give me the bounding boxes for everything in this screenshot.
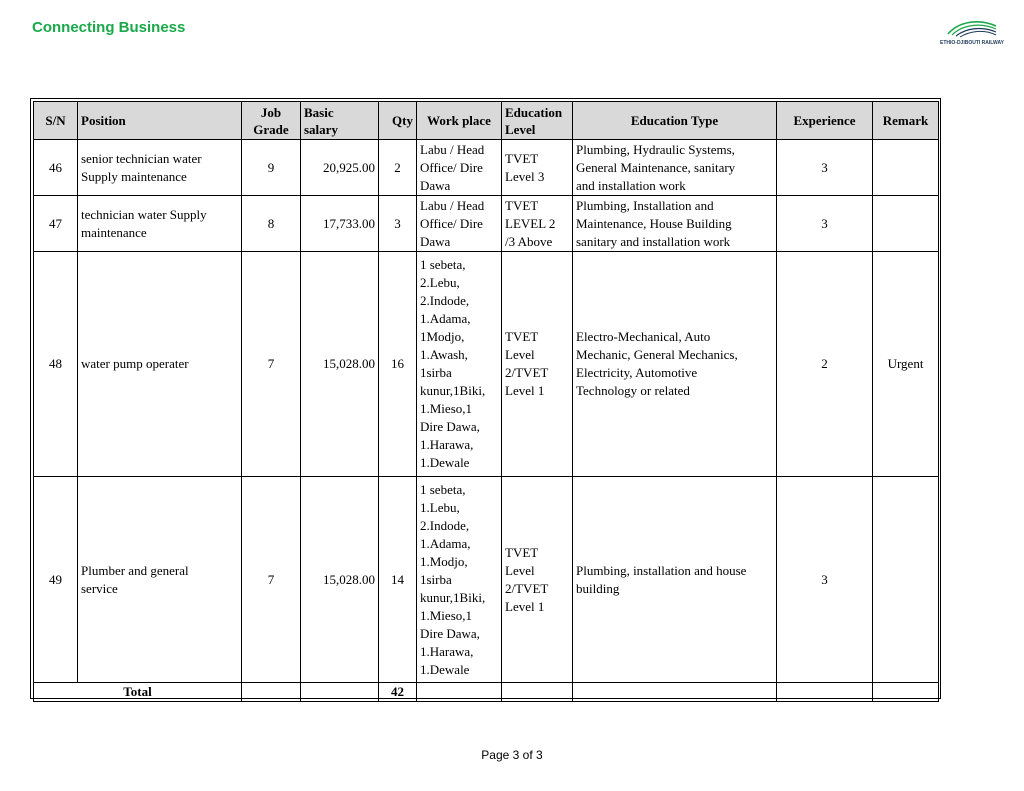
cell-qty: 16	[379, 252, 417, 477]
cell-empty	[573, 683, 777, 702]
company-tagline: Connecting Business	[32, 19, 186, 36]
header-work-place: Work place	[417, 102, 502, 140]
railway-logo-icon	[944, 16, 1000, 38]
cell-education-type: Electro-Mechanical, Auto Mechanic, General Mechanics, Electricity, Automotive Technology or related	[573, 252, 777, 477]
header-education-level: Education Level	[502, 102, 573, 140]
cell-qty: 14	[379, 477, 417, 683]
cell-job-grade: 8	[242, 196, 301, 252]
cell-experience: 2	[777, 252, 873, 477]
vacancy-table-frame	[30, 98, 941, 699]
cell-education-level: TVET Level 3	[502, 140, 573, 196]
cell-remark	[873, 196, 939, 252]
cell-empty	[417, 683, 502, 702]
cell-sn: 46	[34, 140, 78, 196]
cell-basic-salary: 15,028.00	[301, 252, 379, 477]
cell-job-grade: 9	[242, 140, 301, 196]
cell-remark	[873, 140, 939, 196]
cell-education-type: Plumbing, Hydraulic Systems, General Maintenance, sanitary and installation work	[573, 140, 777, 196]
table-row	[34, 477, 939, 683]
vacancy-table	[33, 101, 939, 702]
cell-remark	[873, 477, 939, 683]
cell-sn: 48	[34, 252, 78, 477]
cell-experience: 3	[777, 477, 873, 683]
cell-empty	[873, 683, 939, 702]
total-label: Total	[34, 683, 242, 702]
cell-job-grade: 7	[242, 477, 301, 683]
cell-education-level: TVET Level 2/TVET Level 1	[502, 477, 573, 683]
header-position: Position	[78, 102, 242, 140]
page-number: Page 3 of 3	[481, 748, 543, 762]
cell-sn: 47	[34, 196, 78, 252]
logo-text: ETHIO-DJIBOUTI RAILWAY	[940, 40, 1004, 46]
cell-job-grade: 7	[242, 252, 301, 477]
cell-education-level: TVET LEVEL 2 /3 Above	[502, 196, 573, 252]
table-row	[34, 196, 939, 252]
cell-education-type: Plumbing, installation and house building	[573, 477, 777, 683]
cell-position: senior technician water Supply maintenance	[78, 140, 242, 196]
total-qty: 42	[379, 683, 417, 702]
header-job-grade: Job Grade	[242, 102, 301, 140]
cell-empty	[502, 683, 573, 702]
cell-position: technician water Supply maintenance	[78, 196, 242, 252]
cell-empty	[242, 683, 301, 702]
cell-experience: 3	[777, 140, 873, 196]
cell-position: Plumber and general service	[78, 477, 242, 683]
cell-empty	[301, 683, 379, 702]
header-qty: Qty	[379, 102, 417, 140]
cell-work-place: Labu / Head Office/ Dire Dawa	[417, 196, 502, 252]
header-experience: Experience	[777, 102, 873, 140]
table-row	[34, 252, 939, 477]
table-header-row	[34, 102, 939, 140]
cell-work-place: 1 sebeta, 1.Lebu, 2.Indode, 1.Adama, 1.Modjo, 1sirba kunur,1Biki, 1.Mieso,1 Dire Dawa, 1.Harawa, 1.Dewale	[417, 477, 502, 683]
cell-qty: 2	[379, 140, 417, 196]
cell-sn: 49	[34, 477, 78, 683]
cell-empty	[777, 683, 873, 702]
cell-qty: 3	[379, 196, 417, 252]
cell-work-place: Labu / Head Office/ Dire Dawa	[417, 140, 502, 196]
cell-work-place: 1 sebeta, 2.Lebu, 2.Indode, 1.Adama, 1Modjo, 1.Awash, 1sirba kunur,1Biki, 1.Mieso,1 Dire Dawa, 1.Harawa, 1.Dewale	[417, 252, 502, 477]
header-basic-salary: Basic salary	[301, 102, 379, 140]
cell-basic-salary: 20,925.00	[301, 140, 379, 196]
company-logo	[932, 16, 1012, 50]
cell-basic-salary: 17,733.00	[301, 196, 379, 252]
cell-position: water pump operater	[78, 252, 242, 477]
header-education-type: Education Type	[573, 102, 777, 140]
cell-experience: 3	[777, 196, 873, 252]
cell-remark: Urgent	[873, 252, 939, 477]
cell-basic-salary: 15,028.00	[301, 477, 379, 683]
cell-education-level: TVET Level 2/TVET Level 1	[502, 252, 573, 477]
header-sn: S/N	[34, 102, 78, 140]
header-remark: Remark	[873, 102, 939, 140]
table-row	[34, 140, 939, 196]
total-row	[34, 683, 939, 702]
cell-education-type: Plumbing, Installation and Maintenance, House Building sanitary and installation work	[573, 196, 777, 252]
